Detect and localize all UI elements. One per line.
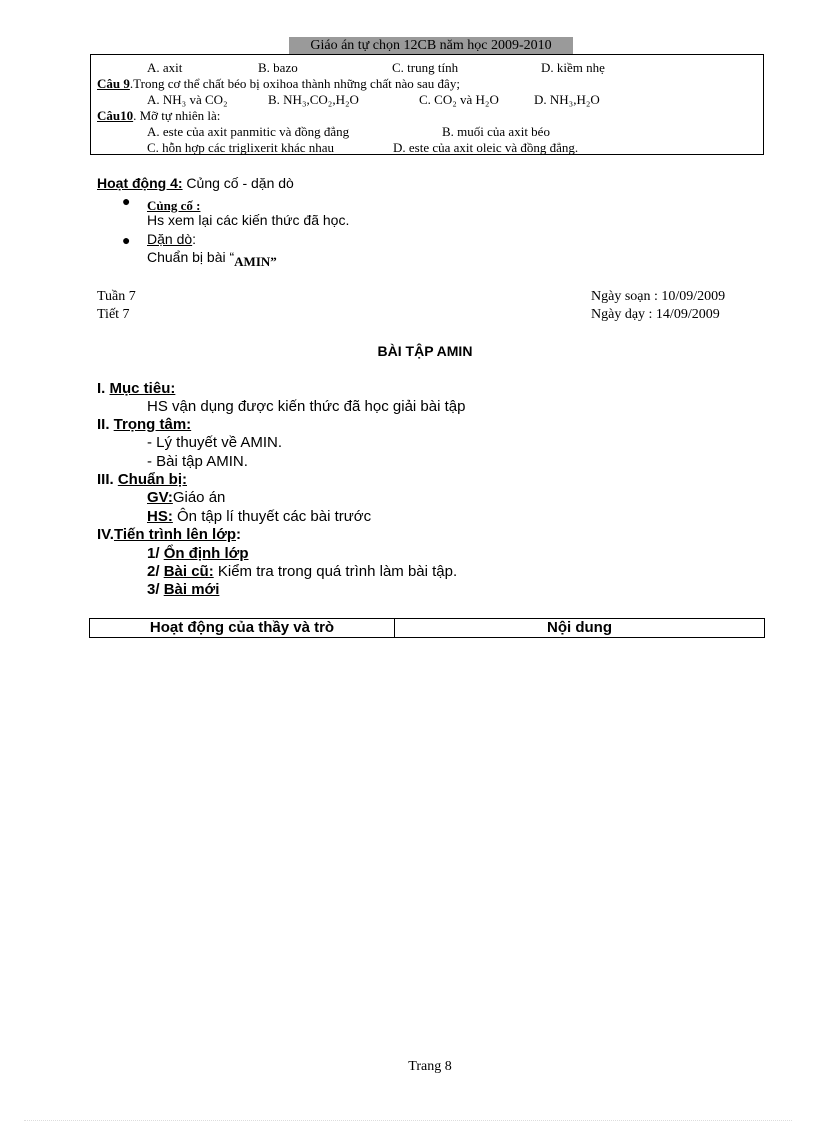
q10-option-d: D. este của axit oleic và đồng đẳng.: [393, 140, 579, 155]
question-10: [97, 108, 220, 123]
item-cung-co-text: Hs xem lại các kiến thức đã học.: [147, 212, 350, 228]
section-2-heading: [97, 416, 191, 434]
q9-option-a: A. NH₃ và CO₂: [147, 92, 228, 107]
step-3-num: 3/: [147, 581, 164, 598]
activity4-heading-rest: Củng cố - dặn dò: [182, 175, 294, 191]
step-2: [147, 563, 457, 581]
dan-do-label: Dặn dò: [147, 231, 193, 247]
gv-text: Giáo án: [172, 489, 226, 506]
table-col-activities: Hoạt động của thầy và trò: [90, 619, 395, 637]
section-4-title: Tiến trình lên lớp: [113, 526, 237, 543]
step-2-text: Kiểm tra trong quá trình làm bài tập.: [213, 563, 458, 580]
option-a: A. axit: [147, 60, 183, 75]
hs-label: HS:: [147, 508, 173, 525]
section-3-heading: [97, 471, 187, 489]
step-3-text: Bài mới: [163, 581, 220, 598]
dan-do-topic: AMIN”: [234, 254, 277, 269]
step-1-text: Ổn định lớp: [163, 545, 249, 562]
table-col-content: Nội dung: [547, 619, 612, 636]
dan-do-text: Chuẩn bị bài “: [147, 249, 235, 265]
option-b: B. bazo: [258, 60, 298, 75]
step-3: [147, 581, 219, 599]
section-3-num: III.: [97, 471, 118, 488]
section-3-gv: [147, 489, 225, 507]
section-4-heading: [97, 526, 241, 544]
page-bottom-divider: [24, 1120, 792, 1121]
q9-option-d: D. NH₃,H₂O: [534, 92, 600, 107]
step-1-num: 1/: [147, 545, 164, 562]
q10-option-b: B. muối của axit béo: [442, 124, 550, 139]
section-4-colon: :: [236, 526, 242, 543]
date-prepared: Ngày soạn : 10/09/2009: [591, 289, 726, 304]
section-2-num: II.: [97, 416, 114, 433]
lesson-title: BÀI TẬP AMIN: [377, 343, 473, 359]
item-dan-do-text: [147, 249, 277, 269]
item-dan-do-label: [147, 231, 196, 248]
section-3-hs: [147, 508, 371, 526]
step-2-label: Bài cũ:: [163, 563, 214, 580]
item-cung-co-label: Củng cố :: [147, 198, 201, 213]
question-9: [97, 76, 460, 91]
q10-option-a: A. este của axit panmitic và đồng đẳng: [147, 124, 350, 139]
bullet-icon: ●: [122, 232, 131, 248]
step-2-num: 2/: [147, 563, 164, 580]
page-number: Trang 8: [408, 1059, 452, 1074]
lesson-table-header: [89, 618, 765, 638]
question-9-text: .Trong cơ thể chất béo bị oxihoa thành những chất nào sau đây;: [129, 76, 460, 91]
bullet-icon: ●: [122, 193, 131, 209]
section-1-num: I.: [97, 380, 110, 397]
section-3-title: Chuẩn bị:: [117, 471, 187, 488]
section-1-heading: [97, 380, 175, 398]
section-2-line2: - Bài tập AMIN.: [147, 453, 248, 470]
question-10-text: . Mỡ tự nhiên là:: [133, 108, 221, 123]
activity4-heading-label: Hoạt động 4:: [97, 175, 183, 191]
section-1-text: HS vận dụng được kiến thức đã học giải bài tập: [147, 398, 466, 415]
gv-label: GV:: [147, 489, 173, 506]
option-c: C. trung tính: [392, 60, 459, 75]
section-2-line1: - Lý thuyết về AMIN.: [147, 434, 283, 451]
hs-text: Ôn tập lí thuyết các bài trước: [172, 508, 372, 525]
section-1-title: Mục tiêu:: [109, 380, 176, 397]
q10-option-c: C. hỗn hợp các triglixerit khác nhau: [147, 140, 335, 155]
question-10-label: Câu10: [97, 108, 134, 123]
period: Tiết 7: [97, 307, 130, 322]
date-taught: Ngày dạy : 14/09/2009: [591, 307, 720, 322]
step-1: [147, 545, 249, 563]
question-9-label: Câu 9: [97, 76, 130, 91]
section-2-title: Trọng tâm:: [113, 416, 192, 433]
week: Tuần 7: [97, 289, 136, 304]
q9-option-c: C. CO₂ và H₂O: [419, 92, 499, 107]
section-4-num: IV.: [97, 526, 114, 543]
document-header: Giáo án tự chọn 12CB năm học 2009-2010: [289, 37, 573, 54]
activity4-heading: [97, 175, 294, 192]
q9-option-b: B. NH₃,CO₂,H₂O: [268, 92, 359, 107]
dan-do-colon: :: [192, 231, 197, 247]
option-d: D. kiềm nhẹ: [541, 60, 605, 75]
